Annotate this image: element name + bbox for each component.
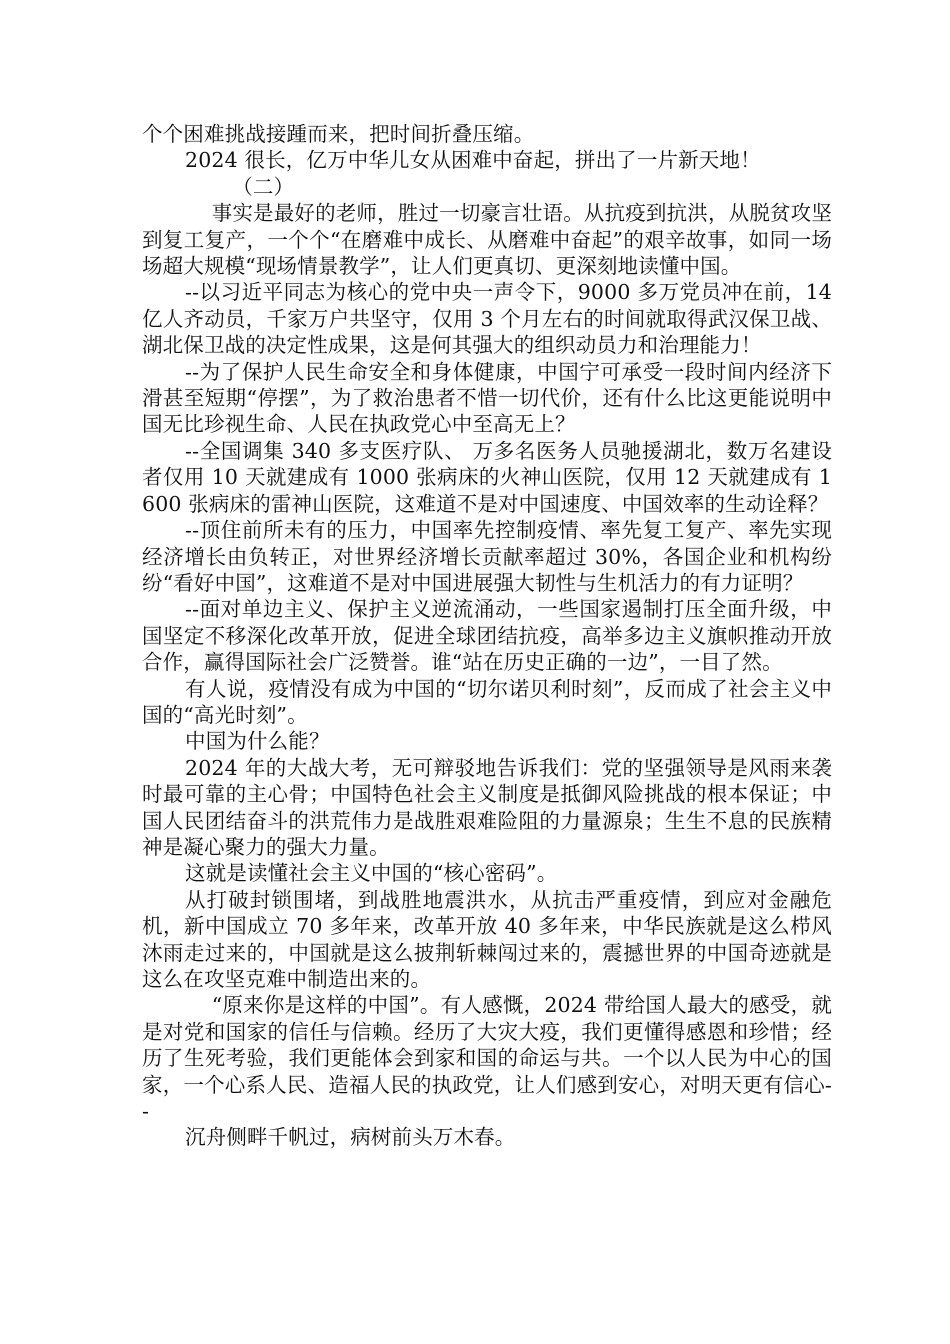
paragraph: 2024 年的大战大考，无可辩驳地告诉我们：党的坚强领导是风雨来袭时最可靠的主心骨；中国特色社会主义制度是抵御风险挑战的根本保证；中国人民团结奋斗的洪荒伟力是战胜艰难险阻的力量源泉；生生不息的民族精神是凝心聚力的强大力量。 xyxy=(142,755,832,859)
paragraph: 沉舟侧畔千帆过，病树前头万木春。 xyxy=(185,1125,516,1150)
paragraph: 从打破封锁围堵，到战胜地震洪水，从抗击严重疫情，到应对金融危机，新中国成立 70 多年来，改革开放 40 多年来，中华民族就是这么栉风沐雨走过来的，中国就是这么披荆斩棘闯过来的，震撼世界的中国奇迹就是这么在攻坚克难中制造出来的。 xyxy=(142,887,832,991)
paragraph: 2024 很长，亿万中华儿女从困难中奋起，拼出了一片新天地！ xyxy=(185,148,761,173)
section-heading: （二） xyxy=(232,174,295,199)
paragraph: --顶住前所未有的压力，中国率先控制疫情、率先复工复产、率先实现经济增长由负转正，对世界经济增长贡献率超过 30%，各国企业和机构纷纷“看好中国”，这难道不是对中国进展强大韧性与生机活力的有力证明？ xyxy=(142,518,832,595)
paragraph: --面对单边主义、保护主义逆流涌动，一些国家遏制打压全面升级，中国坚定不移深化改革开放，促进全球团结抗疫，高举多边主义旗帜推动开放合作，赢得国际社会广泛赞誉。谁“站在历史正确的一边”，一目了然。 xyxy=(142,597,832,675)
paragraph: “原来你是这样的中国”。有人感慨，2024 带给国人最大的感受，就是对党和国家的信任与信赖。经历了大灾大疫，我们更懂得感恩和珍惜；经历了生死考验，我们更能体会到家和国的命运与共。一个以人民为中心的国家，一个心系人民、造福人民的执政党，让人们感到安心，对明天更有信心-- xyxy=(142,993,832,1124)
paragraph: 中国为什么能？ xyxy=(185,729,330,754)
paragraph: 有人说，疫情没有成为中国的“切尔诺贝利时刻”，反而成了社会主义中国的“高光时刻”。 xyxy=(142,676,832,727)
paragraph: --全国调集 340 多支医疗队、 万多名医务人员驰援湖北，数万名建设者仅用 10 天就建成有 1000 张病床的火神山医院，仅用 12 天就建成有 1600 张病床的雷神山医院，这难道不是对中国速度、中国效率的生动诠释？ xyxy=(142,438,832,516)
paragraph: 个个困难挑战接踵而来，把时间折叠压缩。 xyxy=(142,122,535,146)
paragraph: 这就是读懂社会主义中国的“核心密码”。 xyxy=(185,861,558,886)
article-body xyxy=(142,121,832,1151)
paragraph: 事实是最好的老师，胜过一切豪言壮语。从抗疫到抗洪，从脱贫攻坚到复工复产，一个个“在磨难中成长、从磨难中奋起”的艰辛故事，如同一场场超大规模“现场情景教学”，让人们更真切、更深刻地读懂中国。 xyxy=(142,201,832,279)
paragraph: --为了保护人民生命安全和身体健康，中国宁可承受一段时间内经济下滑甚至短期“停摆”，为了救治患者不惜一切代价，还有什么比这更能说明中国无比珍视生命、人民在执政党心中至高无上？ xyxy=(142,359,832,437)
paragraph: --以习近平同志为核心的党中央一声令下，9000 多万党员冲在前，14 亿人齐动员，千家万户共坚守，仅用 3 个月左右的时间就取得武汉保卫战、湖北保卫战的决定性成果，这是何其强大的组织动员力和治理能力！ xyxy=(142,280,832,358)
